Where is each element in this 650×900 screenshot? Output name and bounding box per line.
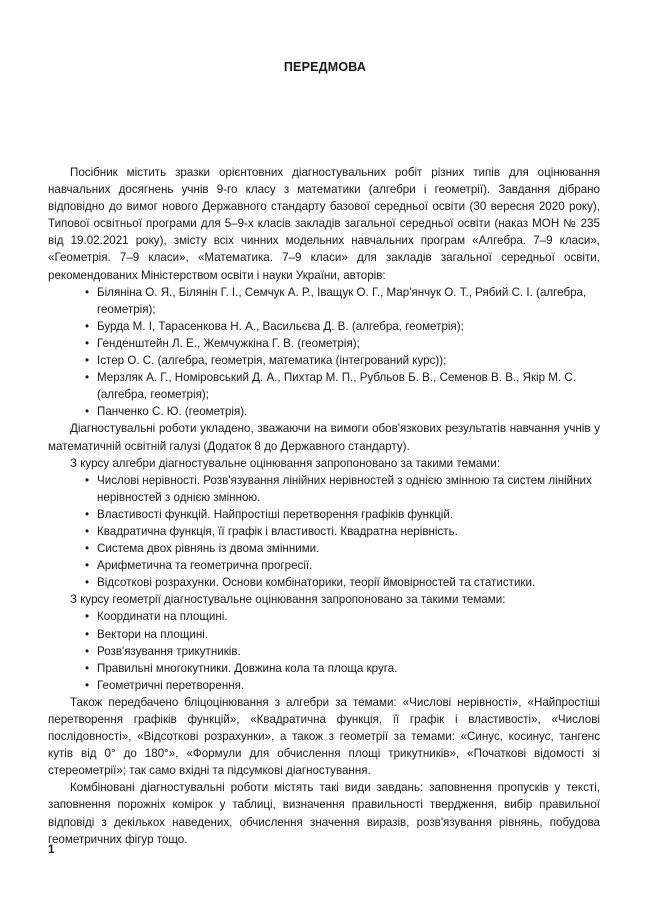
bullet-icon: • <box>85 507 90 521</box>
list-item: • Квадратична функція, її графік і властивості. Квадратна нерівність. <box>48 523 600 540</box>
list-item: • Біляніна О. Я., Білянін Г. І., Семчук А. Р., Іващук О. Г., Мар'янчук О. Т., Рябий С. І. (алгебра, геометрія); <box>85 285 587 316</box>
geometry-topics-list <box>48 608 600 693</box>
combined-paragraph: Комбіновані діагностувальні роботи містять такі види завдань: заповнення пропусків у тексті, заповнення порожніх комірок у таблиці, визначення правильності твердження, вибір правильної відповіді з декількох наведених, обчислення значення виразів, розв'язування рівнянь, побудова геометричних фігур тощо. <box>48 781 600 846</box>
bullet-icon: • <box>85 542 90 556</box>
list-item: • Арифметична та геометрична прогресії. <box>48 557 600 574</box>
list-item: • Вектори на площині. <box>48 626 600 643</box>
geometry-intro: З курсу геометрії діагностувальне оцінювання запропоновано за такими темами: <box>70 593 506 607</box>
page-number: 1 <box>48 844 55 856</box>
bullet-icon: • <box>85 678 90 692</box>
authors-list <box>48 284 600 421</box>
bullet-icon: • <box>85 576 90 590</box>
bullet-icon: • <box>85 627 90 641</box>
list-item: • Геометричні перетворення. <box>48 677 600 694</box>
results-paragraph: Діагностувальні роботи укладено, зважаючи на вимоги обов'язкових результатів навчання учнів у математичній освітній галузі (Додаток 8 до Державного стандарту). <box>48 422 600 453</box>
list-item: • Бурда М. І, Тарасенкова Н. А., Васильєва Д. В. (алгебра, геометрія); <box>48 318 600 335</box>
list-item: • Мерзляк А. Г., Номіровський Д. А., Пихтар М. П., Рубльов Б. В., Семенов В. В., Якір М. С. (алгебра, геометрія); <box>85 371 576 402</box>
list-item: • Відсоткові розрахунки. Основи комбінаторики, теорії ймовірностей та статистики. <box>48 574 600 591</box>
page-title: ПЕРЕДМОВА <box>283 60 367 74</box>
list-item: • Розв'язування трикутників. <box>48 643 600 660</box>
bullet-icon: • <box>85 644 90 658</box>
bullet-icon: • <box>85 285 90 299</box>
bullet-icon: • <box>85 661 90 675</box>
bullet-icon: • <box>85 319 90 333</box>
algebra-topics-list <box>48 472 600 592</box>
algebra-intro: З курсу алгебри діагностувальне оцінювання запропоновано за такими темами: <box>70 456 501 470</box>
bullet-icon: • <box>85 336 90 350</box>
bullet-icon: • <box>85 371 90 385</box>
list-item: • Числові нерівності. Розв'язування лінійних нерівностей з однією змінною та систем лінійних нерівностей з однією змінною. <box>85 473 592 504</box>
bullet-icon: • <box>85 354 90 368</box>
list-item: • Система двох рівнянь із двома змінними. <box>48 540 600 557</box>
list-item: • Панченко С. Ю. (геометрія). <box>48 403 600 420</box>
intro-paragraph: Посібник містить зразки орієнтовних діагностувальних робіт різних типів для оцінювання навчальних досягнень учнів 9-го класу з математики (алгебри і геометрії). Завдання дібрано відповідно до вимог нового Державного стандарту базової середньої освіти (30 вересня 2020 року), Типової освітньої програми для 5–9-х класів закладів загальної середньої освіти (наказ МОН № 235 від 19.02.2021 року), змісту всіх чинних модельних навчальних програм «Алгебра. 7–9 класи», «Геометрія. 7–9 класи», «Математика. 7–9 класи» для закладів загальної середньої освіти, рекомендованих Міністерством освіти і науки України, авторів: <box>48 166 600 282</box>
body-text <box>48 164 600 848</box>
list-item: • Властивості функцій. Найпростіші перетворення графіків функцій. <box>48 506 600 523</box>
bullet-icon: • <box>85 405 90 419</box>
bullet-icon: • <box>85 610 90 624</box>
list-item: • Істер О. С. (алгебра, геометрія, математика (інтегрований курс)); <box>48 352 600 369</box>
blitz-paragraph: Також передбачено бліцоцінювання з алгебри за темами: «Числові нерівності», «Найпростіші перетворення графіків функцій», «Квадратична функція, її графік і властивості», «Числові послідовності», «Відсоткові розрахунки», а також з геометрії за темами: «Синус, косинус, тангенс кутів від 0° до 180°», «Формули для обчислення площі трикутників», «Початкові відомості зі стереометрії»; так само вхідні та підсумкові діагностування. <box>48 695 600 778</box>
list-item: • Генденштейн Л. Е., Жемчужкіна Г. В. (геометрія); <box>48 335 600 352</box>
bullet-icon: • <box>85 473 90 487</box>
bullet-icon: • <box>85 559 90 573</box>
bullet-icon: • <box>85 524 90 538</box>
list-item: • Координати на площині. <box>48 608 600 625</box>
list-item: • Правильні многокутники. Довжина кола та площа круга. <box>48 660 600 677</box>
